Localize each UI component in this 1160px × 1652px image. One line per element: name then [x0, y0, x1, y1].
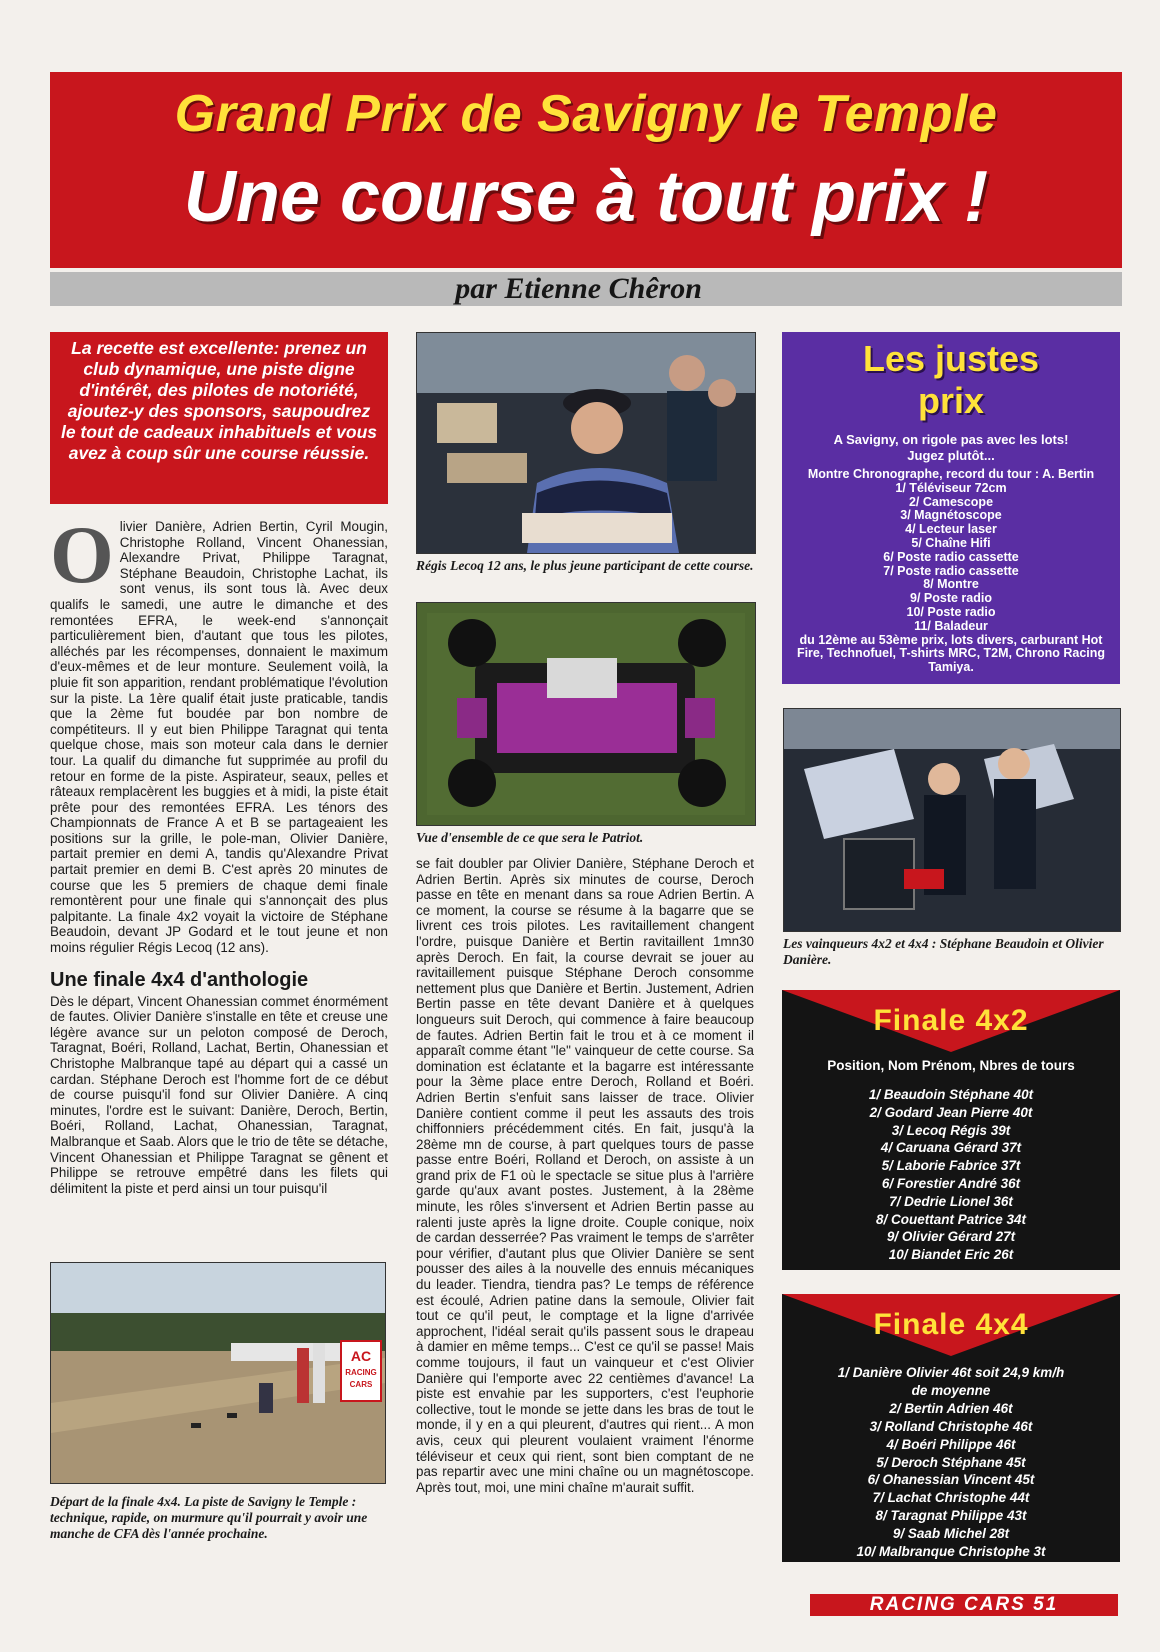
prizes-list	[788, 468, 1114, 675]
finale-4x4-title: Finale 4x4	[873, 1308, 1029, 1341]
finale-4x4-box	[782, 1294, 1120, 1562]
prizes-intro	[782, 432, 1120, 464]
prize-item: 5/ Chaîne Hifi	[911, 535, 991, 550]
result-row: 5/ Laborie Fabrice 37t	[881, 1158, 1021, 1174]
drop-cap: O	[50, 509, 114, 600]
prizes-title-line-1: Les justes	[862, 338, 1040, 379]
intro-text: La recette est excellente: prenez un club dynamique, une piste digne d'intérêt, des pilotes de notoriété, ajoutez-y des sponsors, saupoudrez le tout de cadeaux inhabituels et vous avez à coup sûr une course réussie.	[60, 338, 378, 463]
result-row: 3/ Lecoq Régis 39t	[891, 1122, 1011, 1138]
result-row: 1/ Danière Olivier 46t soit 24,9 km/h	[837, 1365, 1065, 1380]
prizes-title	[782, 338, 1120, 422]
sign-ac: AC	[350, 1348, 372, 1364]
article-paragraph-2: Dès le départ, Vincent Ohanessian commet énormément de fautes. Olivier Danière s'installe en tête et creuse une légère avance sur un peloton composé de Deroch, Taragnat, Boéri, Rolland, Lachat, Bertin, Ohanessian et Christophe Malbranque tapé au départ qui a cassé un cardan. Stéphane Deroch est l'homme fort de ce début de course puisqu'il fond sur Olivier Danière. A cinq minutes, l'ordre est le suivant: Danière, Deroch, Bertin, Boéri, Rolland, Lachat, Ohanessian, Taragnat, Malbranque et Saab. Alors que le trio de tête se détache, Vincent Ohanessian et Philippe Taragnat se gênent et Philippe se retrouve empêtré dans les filets qui délimitent la piste et perd ainsi un tour puisqu'il	[50, 993, 388, 1196]
prize-item: du 12ème au 53ème prix, lots divers, carburant Hot Fire, Technofuel, T-shirts MRC, T2M, Chrono Racing Tamiya.	[796, 632, 1106, 675]
sign-racing: RACING	[345, 1368, 377, 1377]
result-row: 2/ Bertin Adrien 46t	[889, 1400, 1013, 1416]
result-row: 10/ Biandet Eric 26t	[888, 1247, 1014, 1263]
article-title: Grand Prix de Savigny le Temple	[174, 85, 998, 143]
result-row: 8/ Taragnat Philippe 43t	[875, 1508, 1027, 1524]
photo-winners	[783, 708, 1121, 932]
magazine-name: RACING CARS	[869, 1594, 1026, 1615]
prize-item: Montre Chronographe, record du tour : A. Bertin	[807, 467, 1095, 481]
sign-cars: CARS	[349, 1380, 373, 1389]
finale-4x2-title: Finale 4x2	[873, 1004, 1029, 1037]
article-column-2	[416, 856, 754, 1495]
photo-buggy-chassis	[416, 602, 756, 826]
prizes-box	[782, 332, 1120, 684]
result-row: 7/ Dedrie Lionel 36t	[889, 1193, 1013, 1209]
result-row: 2/ Godard Jean Pierre 40t	[869, 1104, 1033, 1120]
prizes-intro-line-2: Jugez plutôt...	[907, 448, 995, 463]
result-row: 3/ Rolland Christophe 46t	[869, 1418, 1033, 1434]
article-paragraph-1: livier Danière, Adrien Bertin, Cyril Mougin, Christophe Rolland, Vincent Ohanessian, Alexandre Privat, Philippe Taragnat, Stéphane Beaudoin, Christophe Lachat, ils sont venus, ils sont tous là. Avec deux qualifs le samedi, une autre le dimanche et des remontées EFRA, le week-end s'annonçait particulièrement bien, d'autant que tous les pilotes, alléchés par les récompenses, donnaient le maximum d'eux-mêmes et de leur monture. Seulement voilà, la pluie fit son apparition, rendant problématique l'évolution sur la piste. La 1ère qualif était juste praticable, tandis que la 2ème fut boudée par bon nombre de compétiteurs. Il y eut bien Philippe Taragnat qui tenta quelque chose, mais son moteur cala dans le dernier tour. La qualif du dimanche fut supprimée au profil du retour en forme de la piste. Aspirateur, seaux, pelles et râteaux remplacèrent les buggies et à midi, la piste était prête pour des remontées EFRA. Les ténors des Championnats de France A et B se partageaient les positions sur la grille, le pole-man, Olivier Danière, partait premier en demi A, tandis qu'Alexandre Privat partait premier en demi B. C'est après 20 minutes de course que les 5 premiers de chaque demi finale remontèrent pour une finale qui s'annonçait des plus palpitante. La finale 4x2 voyait la victoire de Stéphane Beaudoin, devant JP Godard et le tout jeune et non moins régulier Régis Lecoq (12 ans).	[50, 519, 388, 956]
result-row: 5/ Deroch Stéphane 45t	[876, 1454, 1026, 1470]
result-row: 10/ Malbranque Christophe 3t	[856, 1544, 1046, 1560]
article-subtitle: Une course à tout prix !	[183, 157, 989, 237]
photo-caption-3: Départ de la finale 4x4. La piste de Savigny le Temple : technique, rapide, on murmure qu'il pourrait y avoir une manche de CFA dès l'année prochaine.	[50, 1494, 368, 1541]
result-row: 4/ Boéri Philippe 46t	[886, 1436, 1016, 1452]
result-row: 7/ Lachat Christophe 44t	[872, 1490, 1030, 1506]
finale-4x2-results	[782, 1086, 1120, 1264]
photo-caption-1: Régis Lecoq 12 ans, le plus jeune participant de cette course.	[416, 558, 754, 573]
finale-4x2-box	[782, 990, 1120, 1270]
result-row: 6/ Ohanessian Vincent 45t	[867, 1472, 1035, 1488]
prize-item: 3/ Magnétoscope	[900, 508, 1002, 523]
prize-item: 11/ Baladeur	[914, 618, 988, 633]
byline-bar	[50, 272, 1122, 306]
prize-item: 7/ Poste radio cassette	[883, 563, 1019, 578]
result-row: de moyenne	[911, 1382, 991, 1398]
article-header	[50, 72, 1122, 268]
intro-box	[50, 332, 388, 504]
prize-item: 6/ Poste radio cassette	[883, 549, 1019, 564]
byline: par Etienne Chêron	[455, 272, 702, 305]
prize-item: 8/ Montre	[923, 577, 979, 592]
article-column-1	[50, 509, 388, 1196]
finale-4x2-column-header: Position, Nom Prénom, Nbres de tours	[827, 1058, 1075, 1073]
photo-caption-4: Les vainqueurs 4x2 et 4x4 : Stéphane Beaudoin et Olivier Danière.	[783, 936, 1104, 967]
prize-item: 2/ Camescope	[908, 494, 994, 509]
photo-caption-2: Vue d'ensemble de ce que sera le Patriot.	[416, 830, 644, 845]
prize-item: 9/ Poste radio	[910, 591, 992, 606]
prize-item: 10/ Poste radio	[906, 604, 996, 619]
article-paragraph-3: se fait doubler par Olivier Danière, Stéphane Deroch et Adrien Bertin. Après six minutes de course, Deroch passe en tête en menant dans sa roue Adrien Bertin. A ce moment, la course se résume à la bagarre que se livrent ces trois pilotes. Les ravitaillement changent l'ordre, puisque Danière et Bertin ravitaillent 1mn30 après Deroch. En fait, la course devrait se jouer au ravitaillement puisque Stéphane Deroch consomme nettement plus que Danière et Bertin. Justement, Adrien Bertin passe en tête devant Danière et à quelques longueurs suit Deroch, qui commence à faire beaucoup de fautes. Adrien Bertin fait le trou et à ce moment il apparaît comme étant "le" vainqueur de cette course. Sa domination est éclatante et la bagarre est intéressante pour la 3ème place entre Deroch, Rolland et Boéri. Adrien Bertin s'enfuit sans laisser de trace. Olivier Danière contient comme il peut les assauts des trois chiffonniers précédemment cités. En fait, jusqu'à la 28ème mn de course, à part quelques tours de passe passe entre Boéri, Rolland et Deroch, on assiste à un grand prix de F1 où le spectacle se situe plus à l'arrière garde qu'aux avant postes. Justement, à la 28ème minute, les rôles s'inversent et Adrien Bertin passe au ralenti juste après la ligne droite. Couple conique, noix de cardan desserrée? Pas vraiment le temps de s'arrêter pour vérifier, d'autant plus que Olivier Danière se sent pousser des ailes à la nouvelle des ennuis mécaniques du leader. Tiendra, tiendra pas? Le temps de référence est écoulé, Adrien patine dans la semoule, Olivier fait tout ce qu'il peut, le comptage et la ligne d'arrivée approchent, l'idéal serait qu'ils passent sous le drapeau à damier en même temps... C'est ce qu'il se passe! Mais comme toujours, il faut un vainqueur et c'est Olivier Danière qui l'emporte avec 22 centièmes d'avance! La piste est envahie par les supporters, c'est l'euphorie collective, tout le monde se jette dans les bras de tout le monde, il y en a qui pleurent, d'autres qui rient... A mon avis, ceux qui pleurent voulaient vraiment l'énorme téléviseur et ceux qui rient, sont bien comptant de ne pas repartir avec une mini chaîne ou un magnétoscope. Après tout, moi, une mini chaîne m'aurait suffit.	[416, 856, 754, 1495]
result-row: 9/ Olivier Gérard 27t	[886, 1229, 1016, 1245]
photo-young-driver	[416, 332, 756, 554]
result-row: 6/ Forestier André 36t	[881, 1175, 1021, 1191]
section-heading: Une finale 4x4 d'anthologie	[50, 968, 309, 991]
result-row: 8/ Couettant Patrice 34t	[875, 1211, 1027, 1227]
result-row: 1/ Beaudoin Stéphane 40t	[868, 1087, 1034, 1102]
finale-4x4-results	[782, 1364, 1120, 1561]
prize-item: 1/ Téléviseur 72cm	[895, 480, 1007, 495]
result-row: 9/ Saab Michel 28t	[892, 1526, 1010, 1542]
page-number: 51	[1033, 1594, 1059, 1615]
photo-track-start	[50, 1262, 386, 1484]
prizes-title-line-2: prix	[917, 380, 985, 421]
footer-bar	[810, 1594, 1118, 1616]
result-row: 4/ Caruana Gérard 37t	[880, 1140, 1022, 1156]
footer-text	[810, 1594, 1118, 1616]
prizes-intro-line-1: A Savigny, on rigole pas avec les lots!	[833, 432, 1069, 447]
prize-item: 4/ Lecteur laser	[905, 522, 997, 537]
